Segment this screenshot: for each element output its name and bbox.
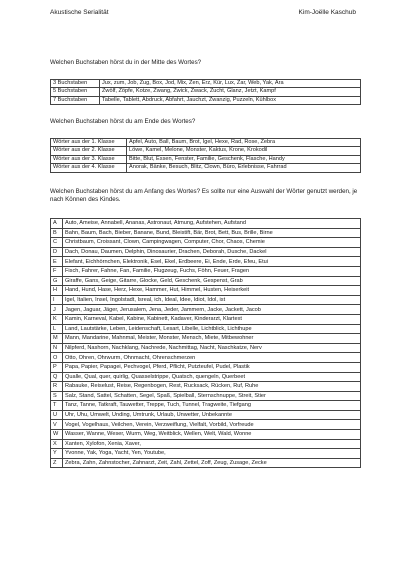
row-label: R: [51, 382, 63, 392]
row-words: Dach, Donau, Daumen, Delphin, Dinosaurier, Drachen, Deborah, Dusche, Dackel: [63, 247, 361, 257]
table-middle-letter: [50, 79, 361, 105]
row-words: Nilpferd, Nashorn, Nachklang, Nachrede, Nachmittag, Nacht, Naschkatze, Nerv: [63, 343, 361, 353]
row-words: Elefant, Eichhörnchen, Elektronik, Esel, Ekel, Erdbeere, Ei, Ende, Erde, Efeu, Etui: [63, 257, 361, 267]
row-label: J: [51, 305, 63, 315]
table-row: [51, 362, 361, 372]
table-row: [51, 391, 361, 401]
table-row: [51, 314, 361, 324]
table-row: [51, 430, 361, 440]
row-label: Wörter aus der 2. Klasse: [51, 147, 127, 155]
row-words: Otto, Ohren, Ohrwurm, Ohnmacht, Ohrenschmerzen: [63, 353, 361, 363]
table-row: [51, 449, 361, 459]
table-row: [51, 458, 361, 468]
row-label: L: [51, 324, 63, 334]
row-label: Wörter aus der 4. Klasse: [51, 164, 127, 172]
row-words: Bahn, Baum, Bach, Bieber, Banane, Bund, Bleistift, Bär, Brot, Bett, Bus, Brille, Birne: [63, 228, 361, 238]
table-row: [51, 305, 361, 315]
row-words: Kamin, Karneval, Kabel, Kabine, Kabinett, Kadaver, Kinderarzt, Klartext: [63, 314, 361, 324]
row-words: Apfel, Auto, Ball, Baum, Brot, Igel, Hexe, Rad, Rose, Zebra: [127, 139, 361, 147]
row-label: N: [51, 343, 63, 353]
row-label: Wörter aus der 1. Klasse: [51, 139, 127, 147]
row-label: B: [51, 228, 63, 238]
table-start-letter: [50, 218, 361, 468]
table-row: [51, 334, 361, 344]
row-words: Jagen, Jaguar, Jäger, Jerusalem, Jena, Jeder, Jammern, Jacke, Jackett, Jacob: [63, 305, 361, 315]
row-label: D: [51, 247, 63, 257]
header-author: Kim-Joëlle Kaschub: [298, 9, 356, 16]
row-words: Qualle, Qual, quer, quirlig, Quasselstrippe, Quatsch, quengeln, Querbeet: [63, 372, 361, 382]
header-title: Akustische Serialität: [50, 9, 109, 16]
row-label: Wörter aus der 3. Klasse: [51, 155, 127, 163]
table-end-letter: [50, 138, 361, 173]
row-words: Jux, zum, Job, Zug, Box, Jod, Mix, Zen, Erz, Kür, Lux, Zar, Web, Yak, Ära: [100, 80, 361, 88]
row-label: V: [51, 420, 63, 430]
row-words: Auto, Ameise, Annabell, Ananas, Astronaut, Atmung, Aufstehen, Aufstand: [63, 219, 361, 229]
table-row: [51, 382, 361, 392]
row-words: Mann, Mandarine, Mahnmal, Meister, Monster, Mensch, Miete, Mitbewohner: [63, 334, 361, 344]
row-words: Land, Lautstärke, Leben, Leidenschaft, Lesart, Libelle, Lichtblick, Lichthupe: [63, 324, 361, 334]
row-label: F: [51, 266, 63, 276]
row-label: H: [51, 286, 63, 296]
table-row: [51, 276, 361, 286]
row-label: 5 Buchstaben: [51, 88, 100, 96]
table-row: [51, 247, 361, 257]
row-words: Bitte, Blut, Essen, Fenster, Familie, Geschenk, Flasche, Handy: [127, 155, 361, 163]
table-row: [51, 155, 361, 163]
row-label: 3 Buchstaben: [51, 80, 100, 88]
row-words: Tabelle, Tablett, Abdruck, Abfahrt, Jauchzt, Zwanzig, Puzzeln, Kühlbox: [100, 96, 361, 104]
row-words: Tanz, Tanne, Tatkraft, Tauwetter, Treppe, Tuch, Tunnel, Tragweite, Tiefgang: [63, 401, 361, 411]
row-words: Fisch, Fahrer, Fahne, Fan, Familie, Flugzeug, Fuchs, Föhn, Feuer, Fragen: [63, 266, 361, 276]
table-row: [51, 401, 361, 411]
row-label: A: [51, 219, 63, 229]
row-label: P: [51, 362, 63, 372]
row-words: Rabauke, Reiselust, Reise, Regenbogen, Rest, Rucksack, Rücken, Ruf, Ruhe: [63, 382, 361, 392]
row-words: Zwölf, Zöpfe, Kotze, Zwang, Zwick, Zwack, Zucht, Glanz, Jetzt, Kampf: [100, 88, 361, 96]
table-row: [51, 266, 361, 276]
row-words: Vogel, Vogelhaus, Veilchen, Verein, Verzweiflung, Vielfalt, Vorbild, Vorfreude: [63, 420, 361, 430]
table-row: [51, 96, 361, 104]
table-row: [51, 295, 361, 305]
row-label: O: [51, 353, 63, 363]
row-words: Wasser, Wanne, Weser, Wurm, Weg, Weitblick, Wellen, Welt, Wald, Wonne: [63, 430, 361, 440]
row-words: Hand, Hund, Hase, Herz, Hexe, Hammer, Hut, Himmel, Husten, Heiserkeit: [63, 286, 361, 296]
table-row: [51, 372, 361, 382]
table-row: [51, 228, 361, 238]
table-row: [51, 343, 361, 353]
row-label: S: [51, 391, 63, 401]
row-words: Yvonne, Yak, Yoga, Yacht, Yen, Youtube,: [63, 449, 361, 459]
row-label: T: [51, 401, 63, 411]
row-label: I: [51, 295, 63, 305]
row-label: 7 Buchstaben: [51, 96, 100, 104]
row-label: K: [51, 314, 63, 324]
table-row: [51, 139, 361, 147]
table-row: [51, 439, 361, 449]
table-row: [51, 286, 361, 296]
row-label: U: [51, 410, 63, 420]
table-row: [51, 80, 361, 88]
row-words: Giraffe, Gans, Geige, Gitarre, Glocke, Geld, Geschenk, Gespenst, Grab: [63, 276, 361, 286]
row-label: E: [51, 257, 63, 267]
table-row: [51, 164, 361, 172]
row-label: Z: [51, 458, 63, 468]
row-words: Löwe, Kamel, Melone, Monster, Kaktus, Krone, Krokodil: [127, 147, 361, 155]
row-words: Salz, Stand, Sattel, Schatten, Segel, Spaß, Spielball, Sternschnuppe, Streit, Stier: [63, 391, 361, 401]
table-row: [51, 324, 361, 334]
question-middle: Welchen Buchstaben hörst du in der Mitte des Wortes?: [50, 59, 202, 66]
row-words: Xanten, Xylofon, Xenia, Xaver,: [63, 439, 361, 449]
question-end: Welchen Buchstaben hörst du am Ende des Wortes?: [50, 118, 196, 125]
row-words: Zebra, Zahn, Zahnstocher, Zahnarzt, Zeit, Zahl, Zettel, Zoff, Zeug, Zusage, Zecke: [63, 458, 361, 468]
row-label: Y: [51, 449, 63, 459]
row-words: Anorak, Bänke, Besuch, Blitz, Clown, Büro, Erlebnisse, Fahrrad: [127, 164, 361, 172]
table-row: [51, 238, 361, 248]
question-start: Welchen Buchstaben hörst du am Anfang des Wortes? Es sollte nur eine Auswahl der Wörter genutzt werden, je nach Können des Kindes.: [50, 188, 358, 204]
row-label: C: [51, 238, 63, 248]
row-words: Igel, Italien, Insel, Ingolstadt, Isreal, ich, Ideal, Idee, Idiot, Idol, ist: [63, 295, 361, 305]
row-label: W: [51, 430, 63, 440]
table-row: [51, 353, 361, 363]
row-label: Q: [51, 372, 63, 382]
row-label: X: [51, 439, 63, 449]
table-row: [51, 219, 361, 229]
table-row: [51, 88, 361, 96]
table-row: [51, 420, 361, 430]
row-words: Papa, Papier, Papagei, Pechvogel, Pferd, Pflicht, Putzteufel, Pudel, Plastik: [63, 362, 361, 372]
table-row: [51, 257, 361, 267]
row-words: Christbaum, Croissant, Clown, Campingwagen, Computer, Chor, Chaos, Chemie: [63, 238, 361, 248]
row-label: M: [51, 334, 63, 344]
table-row: [51, 410, 361, 420]
row-words: Uhr, Uhu, Umwelt, Unding, Umtrunk, Urlaub, Unwetter, Unbekannte: [63, 410, 361, 420]
page-header: [50, 9, 356, 16]
table-row: [51, 147, 361, 155]
row-label: G: [51, 276, 63, 286]
